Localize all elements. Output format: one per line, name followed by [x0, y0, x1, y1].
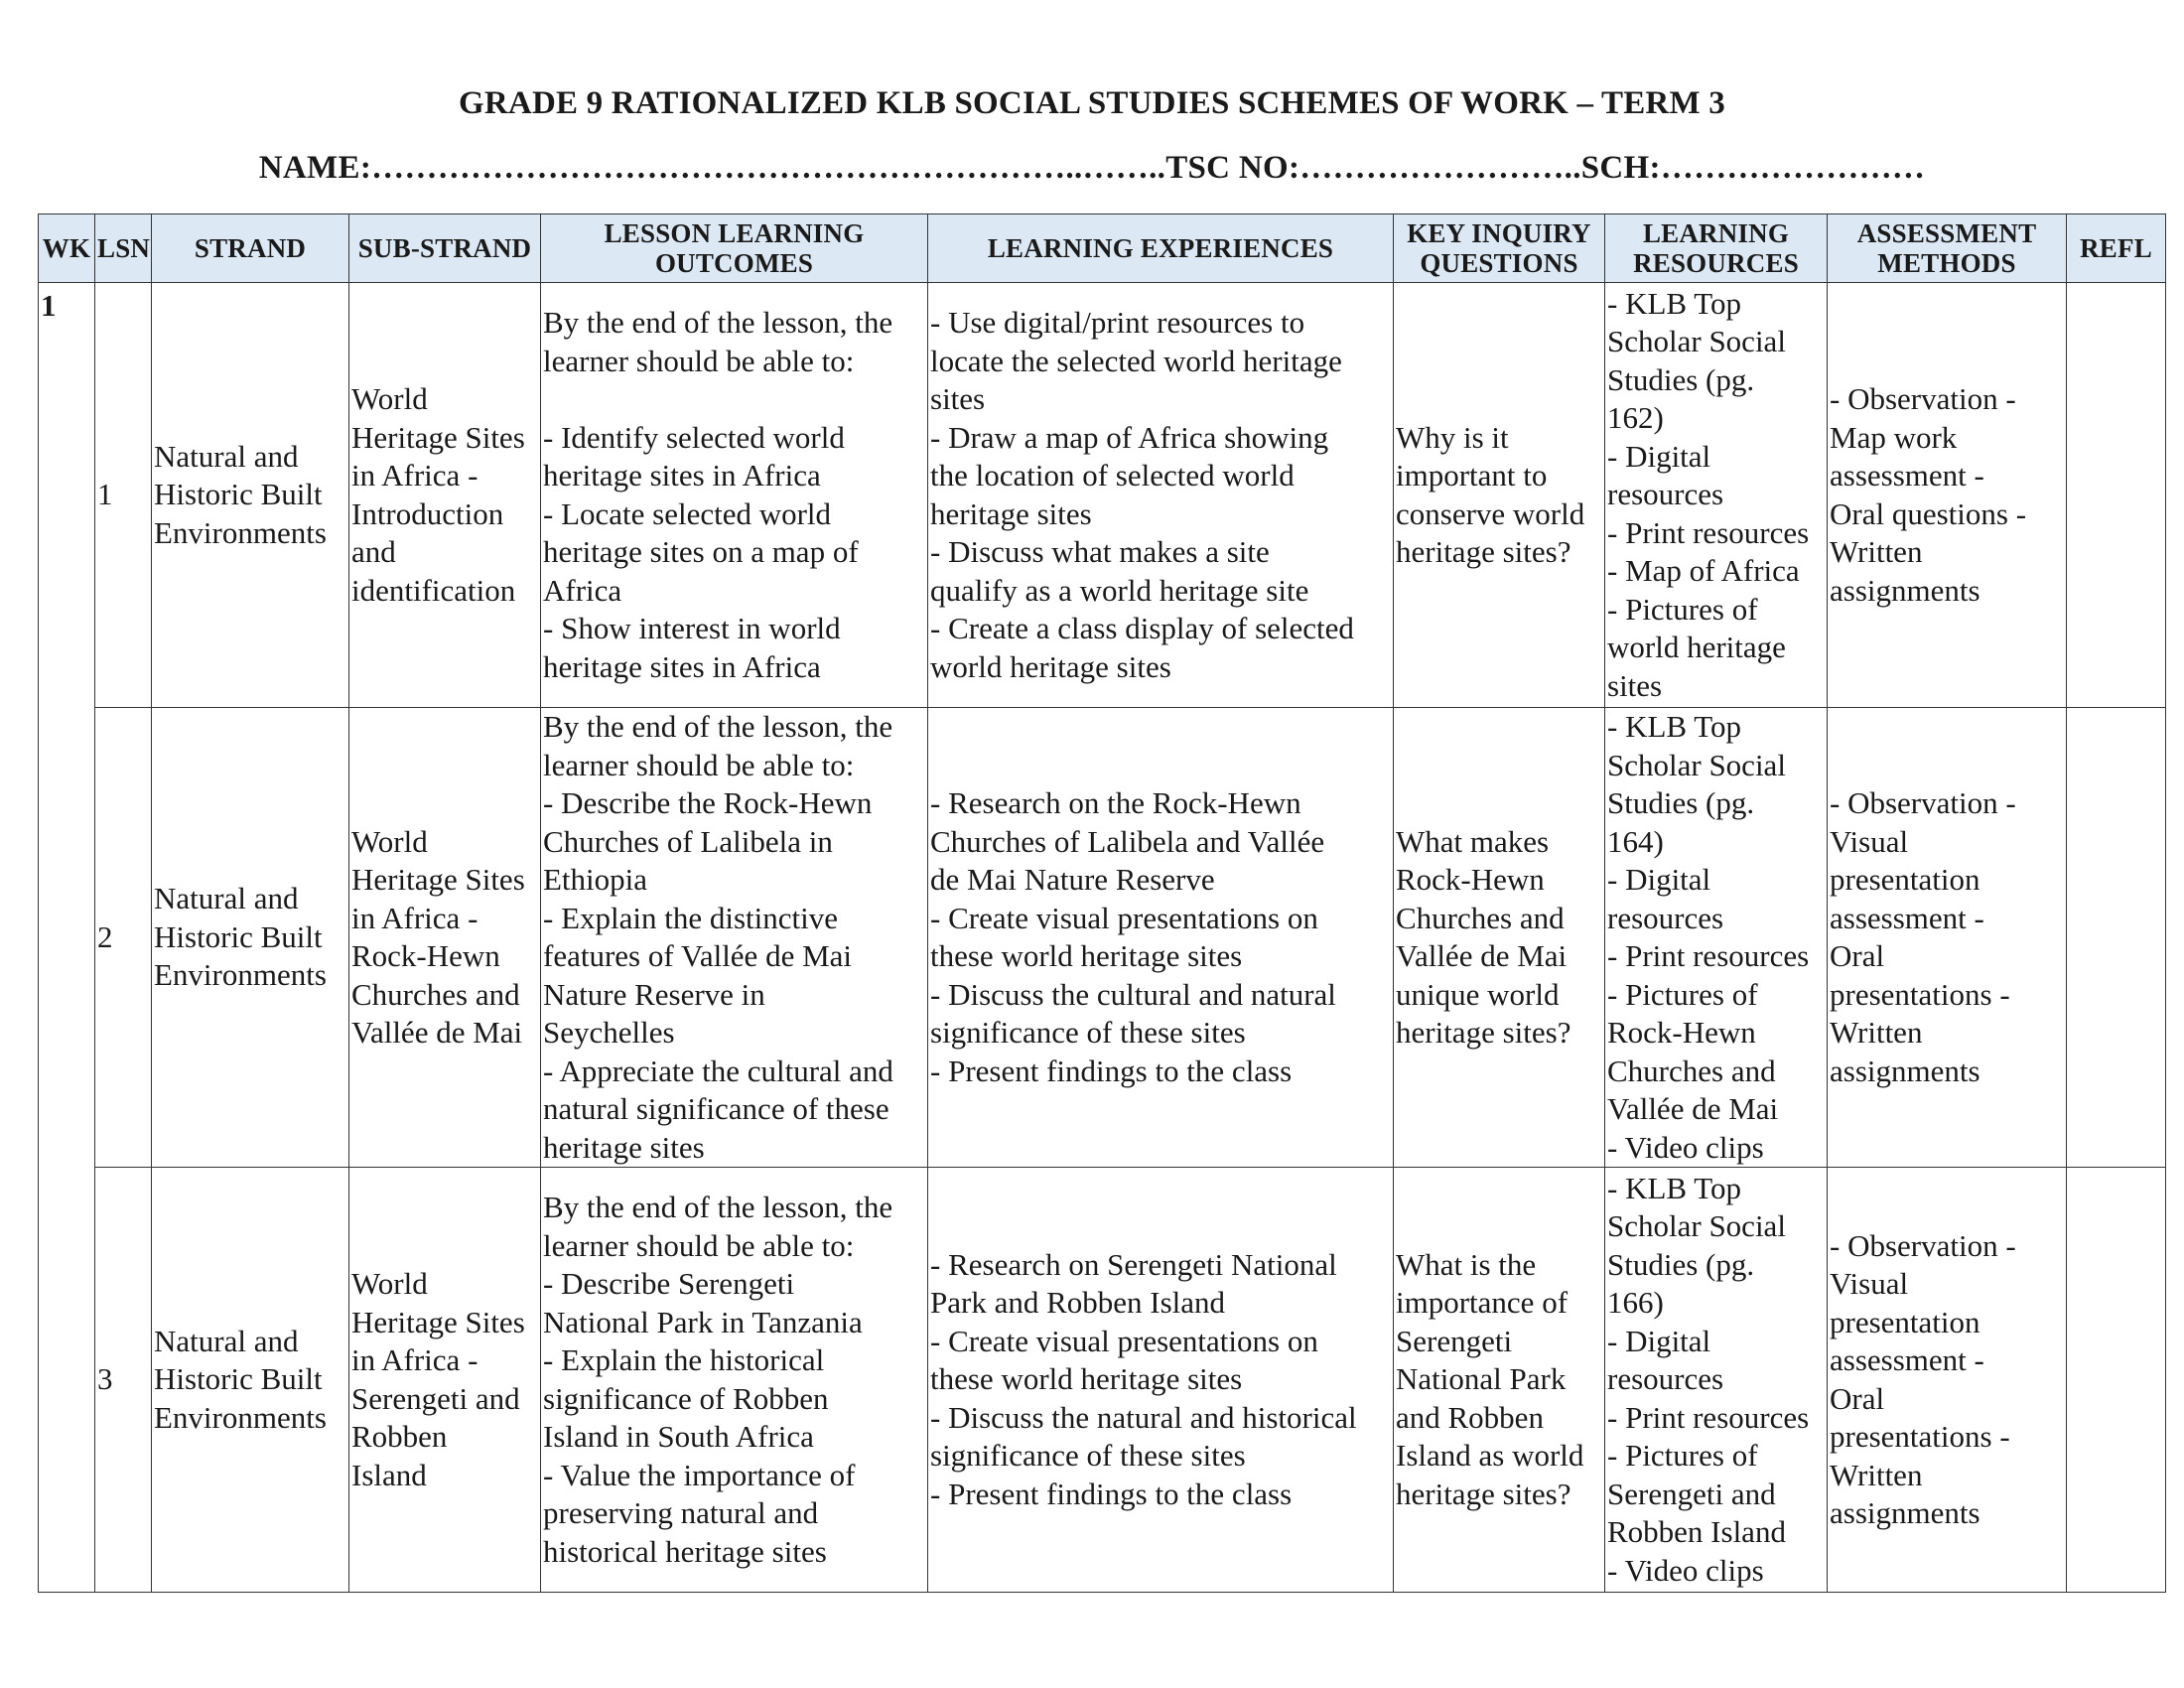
- text-line: Churches and: [351, 976, 520, 1012]
- text-line: heritage sites?: [1396, 1476, 1571, 1511]
- text-line: Robben Island: [1607, 1514, 1786, 1550]
- text-line: Serengeti: [1396, 1323, 1513, 1358]
- table-row: [39, 1168, 2166, 1593]
- text-line: world heritage sites: [930, 648, 1171, 684]
- week-cell: 1: [39, 283, 95, 1593]
- text-line: heritage sites on a map of: [543, 534, 859, 569]
- text-line: OUTCOMES: [654, 248, 814, 278]
- reflection-cell: [2067, 283, 2166, 708]
- sub-strand-cell: [349, 1168, 541, 1593]
- text-line: Scholar Social: [1607, 1208, 1786, 1244]
- text-line: - Locate selected world: [543, 495, 832, 531]
- text-line: Studies (pg.: [1607, 785, 1755, 820]
- text-line: historical heritage sites: [543, 1533, 827, 1569]
- text-line: - Describe Serengeti: [543, 1266, 795, 1301]
- text-line: Natural and: [154, 1323, 299, 1358]
- text-line: Serengeti and: [351, 1380, 520, 1416]
- name-tsc-school-line: NAME:………………………………………………………..……..TSC NO:……………………..SCH:……………………: [258, 150, 1926, 186]
- text-line: Environments: [154, 957, 327, 993]
- document-title: GRADE 9 RATIONALIZED KLB SOCIAL STUDIES SCHEMES OF WORK – TERM 3: [459, 85, 1725, 121]
- text-line: resources: [1607, 477, 1724, 512]
- text-line: learner should be able to:: [543, 1227, 855, 1263]
- text-line: World: [351, 823, 428, 859]
- learning-experiences-cell: [928, 283, 1394, 708]
- learning-resources-cell: [1605, 708, 1828, 1168]
- text-line: - Research on Serengeti National: [930, 1246, 1337, 1282]
- text-line: Historic Built: [154, 477, 323, 512]
- text-line: Vallée de Mai: [351, 1015, 523, 1050]
- text-line: - Value the importance of: [543, 1457, 856, 1492]
- text-line: conserve world: [1396, 495, 1585, 531]
- text-line: - Print resources: [1607, 514, 1810, 550]
- text-line: LESSON LEARNING: [604, 218, 865, 248]
- text-line: - Present findings to the class: [930, 1476, 1293, 1511]
- text-line: - Create visual presentations on: [930, 1323, 1318, 1358]
- text-line: Vallée de Mai: [1396, 938, 1568, 973]
- text-line: in Africa -: [351, 900, 478, 935]
- text-line: - Pictures of: [1607, 591, 1758, 627]
- text-line: Oral: [1830, 1380, 1885, 1416]
- text-line: Historic Built: [154, 918, 323, 954]
- text-line: RESOURCES: [1633, 248, 1799, 278]
- header-row: [39, 214, 2166, 283]
- text-line: heritage sites?: [1396, 1015, 1571, 1050]
- key-inquiry-cell: [1394, 283, 1605, 708]
- text-line: presentations -: [1830, 1419, 2010, 1454]
- text-line: Africa: [543, 572, 622, 608]
- text-line: Why is it: [1396, 419, 1509, 455]
- strand-cell: [152, 1168, 349, 1593]
- text-line: importance of: [1396, 1285, 1569, 1321]
- header-assessment-methods: [1828, 214, 2067, 283]
- text-line: resources: [1607, 900, 1724, 935]
- text-line: - Explain the historical: [543, 1342, 825, 1377]
- lesson-number-cell: 1: [95, 283, 152, 708]
- text-line: - Video clips: [1607, 1552, 1764, 1588]
- text-line: Natural and: [154, 881, 299, 916]
- text-line: What is the: [1396, 1246, 1537, 1282]
- text-line: - Discuss the natural and historical: [930, 1399, 1357, 1435]
- text-line: heritage sites?: [1396, 534, 1571, 569]
- text-line: - Discuss the cultural and natural: [930, 976, 1336, 1012]
- text-line: - KLB Top: [1607, 1170, 1742, 1205]
- text-line: assignments: [1830, 1495, 1980, 1530]
- text-line: qualify as a world heritage site: [930, 572, 1309, 608]
- learning-outcomes-cell: [541, 708, 928, 1168]
- reflection-cell: [2067, 708, 2166, 1168]
- text-line: Heritage Sites: [351, 419, 525, 455]
- text-line: Heritage Sites: [351, 862, 525, 897]
- text-line: Written: [1830, 1457, 1923, 1492]
- text-line: assessment -: [1830, 900, 1984, 935]
- learning-experiences-cell: [928, 1168, 1394, 1593]
- text-line: Visual: [1830, 823, 1909, 859]
- text-line: Rock-Hewn: [1607, 1015, 1756, 1050]
- text-line: sites: [930, 381, 986, 416]
- text-line: - Create visual presentations on: [930, 900, 1318, 935]
- text-line: - Create a class display of selected: [930, 611, 1354, 645]
- strand-cell: [152, 708, 349, 1168]
- text-line: Environments: [154, 1399, 327, 1435]
- text-line: Churches and: [1607, 1053, 1776, 1088]
- text-line: important to: [1396, 458, 1548, 492]
- header-key-inquiry-questions: [1394, 214, 1605, 283]
- text-line: Rock-Hewn: [1396, 862, 1545, 897]
- text-line: - Draw a map of Africa showing: [930, 419, 1329, 455]
- learning-outcomes-cell: [541, 1168, 928, 1593]
- text-line: assignments: [1830, 1053, 1980, 1088]
- text-line: - Pictures of: [1607, 1438, 1758, 1474]
- text-line: - Observation -: [1830, 381, 2016, 416]
- text-line: de Mai Nature Reserve: [930, 862, 1215, 897]
- key-inquiry-cell: [1394, 1168, 1605, 1593]
- text-line: Studies (pg.: [1607, 1246, 1755, 1282]
- text-line: significance of these sites: [930, 1015, 1246, 1050]
- text-line: assessment -: [1830, 1342, 1984, 1377]
- text-line: Scholar Social: [1607, 324, 1786, 359]
- text-line: - Digital: [1607, 438, 1711, 474]
- text-line: the location of selected world: [930, 458, 1295, 492]
- text-line: Seychelles: [543, 1015, 675, 1050]
- schemes-of-work-table: [38, 213, 2166, 1593]
- text-line: identification: [351, 572, 516, 608]
- text-line: - Video clips: [1607, 1129, 1764, 1165]
- text-line: By the end of the lesson, the: [543, 305, 893, 340]
- text-line: Churches of Lalibela and Vallée: [930, 823, 1325, 859]
- strand-cell: [152, 283, 349, 708]
- header-learning-experiences: LEARNING EXPERIENCES: [928, 214, 1394, 283]
- lesson-number-cell: 2: [95, 708, 152, 1168]
- text-line: significance of these sites: [930, 1438, 1246, 1474]
- header-sub-strand: SUB-STRAND: [349, 214, 541, 283]
- text-line: - Observation -: [1830, 1227, 2016, 1263]
- text-line: - KLB Top: [1607, 285, 1742, 321]
- text-line: natural significance of these: [543, 1091, 889, 1126]
- text-line: these world heritage sites: [930, 1361, 1243, 1397]
- text-line: Nature Reserve in: [543, 976, 765, 1012]
- text-line: Historic Built: [154, 1361, 323, 1397]
- text-line: Serengeti and: [1607, 1476, 1776, 1511]
- reflection-cell: [2067, 1168, 2166, 1593]
- text-line: world heritage: [1607, 630, 1786, 665]
- text-line: resources: [1607, 1361, 1724, 1397]
- sub-strand-cell: [349, 708, 541, 1168]
- text-line: - Show interest in world: [543, 611, 841, 645]
- text-line: Rock-Hewn: [351, 938, 500, 973]
- text-line: and: [351, 534, 396, 569]
- text-line: heritage sites: [930, 495, 1092, 531]
- key-inquiry-cell: [1394, 708, 1605, 1168]
- text-line: 166): [1607, 1285, 1664, 1321]
- text-line: LEARNING: [1642, 218, 1790, 248]
- assessment-methods-cell: [1828, 283, 2067, 708]
- text-line: - Digital: [1607, 862, 1711, 897]
- learning-resources-cell: [1605, 1168, 1828, 1593]
- text-line: What makes: [1396, 823, 1550, 859]
- text-line: Visual: [1830, 1266, 1909, 1301]
- assessment-methods-cell: [1828, 1168, 2067, 1593]
- text-line: 162): [1607, 400, 1664, 436]
- text-line: - Use digital/print resources to: [930, 305, 1305, 340]
- text-line: heritage sites in Africa: [543, 458, 821, 492]
- text-line: and Robben: [1396, 1399, 1544, 1435]
- header-learning-resources: [1605, 214, 1828, 283]
- text-line: Park and Robben Island: [930, 1285, 1226, 1321]
- text-line: METHODS: [1877, 248, 2016, 278]
- text-line: preserving natural and: [543, 1495, 819, 1530]
- learning-resources-cell: [1605, 283, 1828, 708]
- text-line: - Explain the distinctive: [543, 900, 839, 935]
- text-line: assessment -: [1830, 458, 1984, 492]
- text-line: - Print resources: [1607, 1399, 1810, 1435]
- header-wk: WK: [39, 214, 95, 283]
- text-line: - Map of Africa: [1607, 553, 1800, 589]
- text-line: National Park in Tanzania: [543, 1304, 863, 1339]
- text-line: - Print resources: [1607, 938, 1810, 973]
- learning-experiences-cell: [928, 708, 1394, 1168]
- text-line: significance of Robben: [543, 1380, 829, 1416]
- text-line: heritage sites: [543, 1129, 705, 1165]
- text-line: presentation: [1830, 1304, 1980, 1339]
- text-line: - Identify selected world: [543, 419, 845, 455]
- text-line: Studies (pg.: [1607, 361, 1755, 397]
- text-line: Map work: [1830, 419, 1958, 455]
- text-line: QUESTIONS: [1420, 248, 1578, 278]
- text-line: Churches and: [1396, 900, 1565, 935]
- text-line: in Africa -: [351, 1342, 478, 1377]
- text-line: assignments: [1830, 572, 1980, 608]
- text-line: By the end of the lesson, the: [543, 1190, 893, 1224]
- text-line: sites: [1607, 667, 1663, 703]
- text-line: Island as world: [1396, 1438, 1584, 1474]
- text-line: - Describe the Rock-Hewn: [543, 785, 873, 820]
- text-line: - KLB Top: [1607, 709, 1742, 744]
- text-line: Written: [1830, 1015, 1923, 1050]
- text-line: locate the selected world heritage: [930, 343, 1342, 378]
- text-line: features of Vallée de Mai: [543, 938, 853, 973]
- text-line: presentations -: [1830, 976, 2010, 1012]
- text-line: Island in South Africa: [543, 1419, 814, 1454]
- text-line: - Pictures of: [1607, 976, 1758, 1012]
- text-line: learner should be able to:: [543, 747, 855, 782]
- text-line: in Africa -: [351, 458, 478, 492]
- text-line: presentation: [1830, 862, 1980, 897]
- text-line: Introduction: [351, 495, 504, 531]
- text-line: ASSESSMENT: [1856, 218, 2037, 248]
- header-refl: REFL: [2067, 214, 2166, 283]
- table-row: [39, 283, 2166, 708]
- table-row: [39, 708, 2166, 1168]
- text-line: unique world: [1396, 976, 1560, 1012]
- text-line: Churches of Lalibela in: [543, 823, 833, 859]
- header-strand: STRAND: [152, 214, 349, 283]
- text-line: Oral questions -: [1830, 495, 2027, 531]
- text-line: National Park: [1396, 1361, 1567, 1397]
- text-line: Environments: [154, 514, 327, 550]
- text-line: Written: [1830, 534, 1923, 569]
- text-line: [543, 380, 925, 419]
- text-line: World: [351, 381, 428, 416]
- text-line: 164): [1607, 823, 1664, 859]
- text-line: Heritage Sites: [351, 1304, 525, 1339]
- lesson-number-cell: 3: [95, 1168, 152, 1593]
- text-line: Ethiopia: [543, 862, 648, 897]
- text-line: - Appreciate the cultural and: [543, 1053, 893, 1088]
- assessment-methods-cell: [1828, 708, 2067, 1168]
- learning-outcomes-cell: [541, 283, 928, 708]
- text-line: Robben: [351, 1419, 448, 1454]
- text-line: - Research on the Rock-Hewn: [930, 785, 1301, 820]
- text-line: World: [351, 1266, 428, 1301]
- text-line: By the end of the lesson, the: [543, 709, 893, 744]
- text-line: Island: [351, 1457, 427, 1492]
- sub-strand-cell: [349, 283, 541, 708]
- text-line: heritage sites in Africa: [543, 648, 821, 684]
- text-line: Oral: [1830, 938, 1885, 973]
- text-line: Vallée de Mai: [1607, 1091, 1779, 1126]
- text-line: Natural and: [154, 438, 299, 474]
- text-line: learner should be able to:: [543, 343, 855, 378]
- header-lsn: LSN: [95, 214, 152, 283]
- text-line: KEY INQUIRY: [1407, 218, 1591, 248]
- text-line: - Digital: [1607, 1323, 1711, 1358]
- text-line: these world heritage sites: [930, 938, 1243, 973]
- text-line: - Present findings to the class: [930, 1053, 1293, 1088]
- text-line: - Discuss what makes a site: [930, 534, 1270, 569]
- text-line: Scholar Social: [1607, 747, 1786, 782]
- header-lesson-learning-outcomes: [541, 214, 928, 283]
- text-line: - Observation -: [1830, 785, 2016, 820]
